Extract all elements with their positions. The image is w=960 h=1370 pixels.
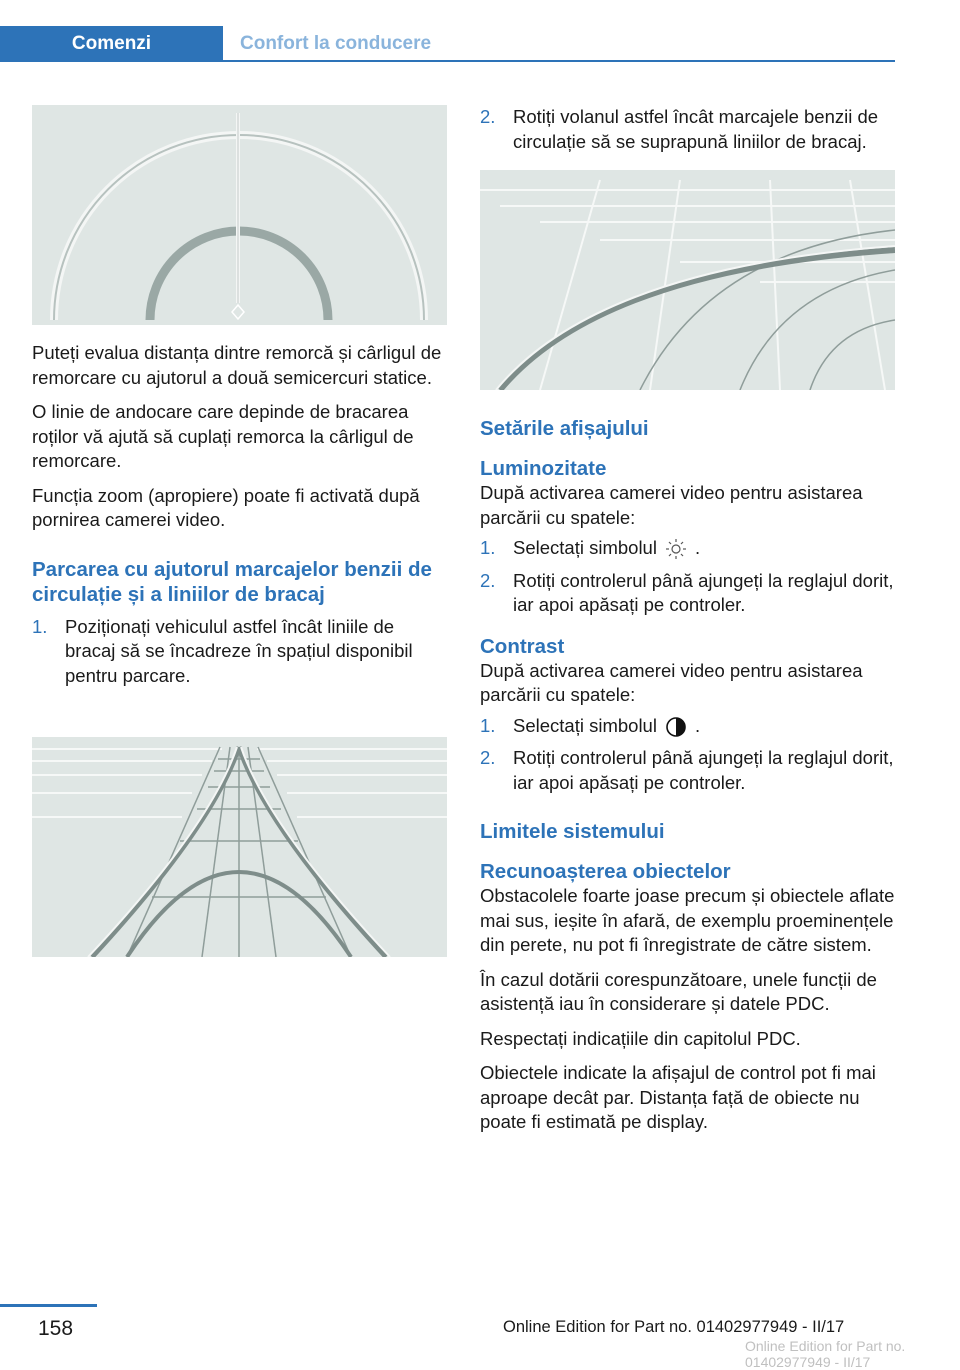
heading-object-recognition: Recunoașterea obiectelor xyxy=(480,860,731,883)
edition-label: Online Edition for Part no. 01402977949 - II/17 xyxy=(503,1318,845,1336)
step-text-end: . xyxy=(694,537,701,558)
step-text: Selectați simbolul xyxy=(513,537,657,558)
brightness-steps xyxy=(480,536,895,618)
step-text: Rotiți volanul astfel încât marcajele benzii de circulație să se suprapună liniilor de bracaj. xyxy=(513,106,879,152)
step-number: 1. xyxy=(480,714,496,736)
parking-steps xyxy=(32,615,447,689)
list-item xyxy=(480,569,895,618)
paragraph-semicircles: Puteți evalua distanța dintre remorcă și cârligul de remorcare cu ajutorul a două semicercuri statice. xyxy=(32,342,442,388)
step-number: 1. xyxy=(32,615,48,637)
contrast-steps xyxy=(480,714,895,796)
paragraph-contrast-intro: După activarea camerei video pentru asistarea parcării cu spatele: xyxy=(480,659,863,705)
header-rule xyxy=(0,60,895,62)
header-tab-active[interactable]: Comenzi xyxy=(0,26,223,62)
step-number: 1. xyxy=(480,537,496,558)
step-text: Rotiți controlerul până ajungeți la reglajul dorit, iar apoi apăsați pe controler. xyxy=(513,569,894,615)
figure-semicircles xyxy=(32,105,447,325)
watermark-text: Online Edition for Part no. 01402977949 - II/17 xyxy=(745,1338,906,1370)
left-column xyxy=(32,105,447,696)
list-item xyxy=(32,615,447,689)
step-text: Poziționați vehiculul astfel încât liniile de bracaj să se încadreze în spațiul disponibil pentru parcare. xyxy=(65,615,413,686)
heading-parking-markings: Parcarea cu ajutorul marcajelor benzii de circulație și a liniilor de bracaj xyxy=(32,557,432,606)
figure-overlay xyxy=(480,170,895,390)
step-number: 2. xyxy=(480,747,496,768)
list-item xyxy=(480,536,895,561)
paragraph-docking-line: O linie de andocare care depinde de bracarea roților vă ajută să cuplați remorca la cârligul de remorcare. xyxy=(32,401,414,471)
figure-lane-markings xyxy=(32,737,447,957)
paragraph-zoom: Funcția zoom (apropiere) poate fi activată după pornirea camerei video. xyxy=(32,484,420,530)
page-number: 158 xyxy=(38,1317,74,1340)
heading-display-settings: Setările afișajului xyxy=(480,417,649,440)
paragraph-distance-warning: Obiectele indicate la afișajul de control pot fi mai aproape decât par. Distanța față de obiecte nu poate fi estimată pe display. xyxy=(480,1062,876,1132)
footer-rule xyxy=(0,1304,97,1307)
step-text-end: . xyxy=(694,714,701,736)
paragraph-low-obstacles: Obstacolele foarte joase precum și obiectele aflate mai sus, ieșite în afară, de exemplu proeminențele din perete, nu pot fi înregistrate de către sistem. xyxy=(480,885,895,955)
list-item xyxy=(480,714,895,739)
paragraph-pdc-chapter: Respectați indicațiile din capitolul PDC. xyxy=(480,1027,801,1049)
heading-system-limits: Limitele sistemului xyxy=(480,820,665,843)
header-tab-inactive[interactable]: Confort la conducere xyxy=(240,33,432,54)
parking-steps-continued xyxy=(480,105,895,154)
half-circle-icon xyxy=(665,716,687,738)
list-item xyxy=(480,105,895,154)
step-text: Selectați simbolul xyxy=(513,714,657,736)
step-number: 2. xyxy=(480,106,496,127)
right-column xyxy=(480,105,895,1145)
paragraph-brightness-intro: După activarea camerei video pentru asistarea parcării cu spatele: xyxy=(480,482,863,528)
heading-contrast: Contrast xyxy=(480,634,565,658)
sun-icon xyxy=(665,538,687,560)
heading-brightness: Luminozitate xyxy=(480,457,607,480)
step-text: Rotiți controlerul până ajungeți la reglajul dorit, iar apoi apăsați pe controler. xyxy=(513,747,894,793)
list-item xyxy=(480,746,895,795)
paragraph-pdc-data: În cazul dotării corespunzătoare, unele funcții de asistență iau în considerare și datele PDC. xyxy=(480,968,877,1014)
step-number: 2. xyxy=(480,569,496,591)
